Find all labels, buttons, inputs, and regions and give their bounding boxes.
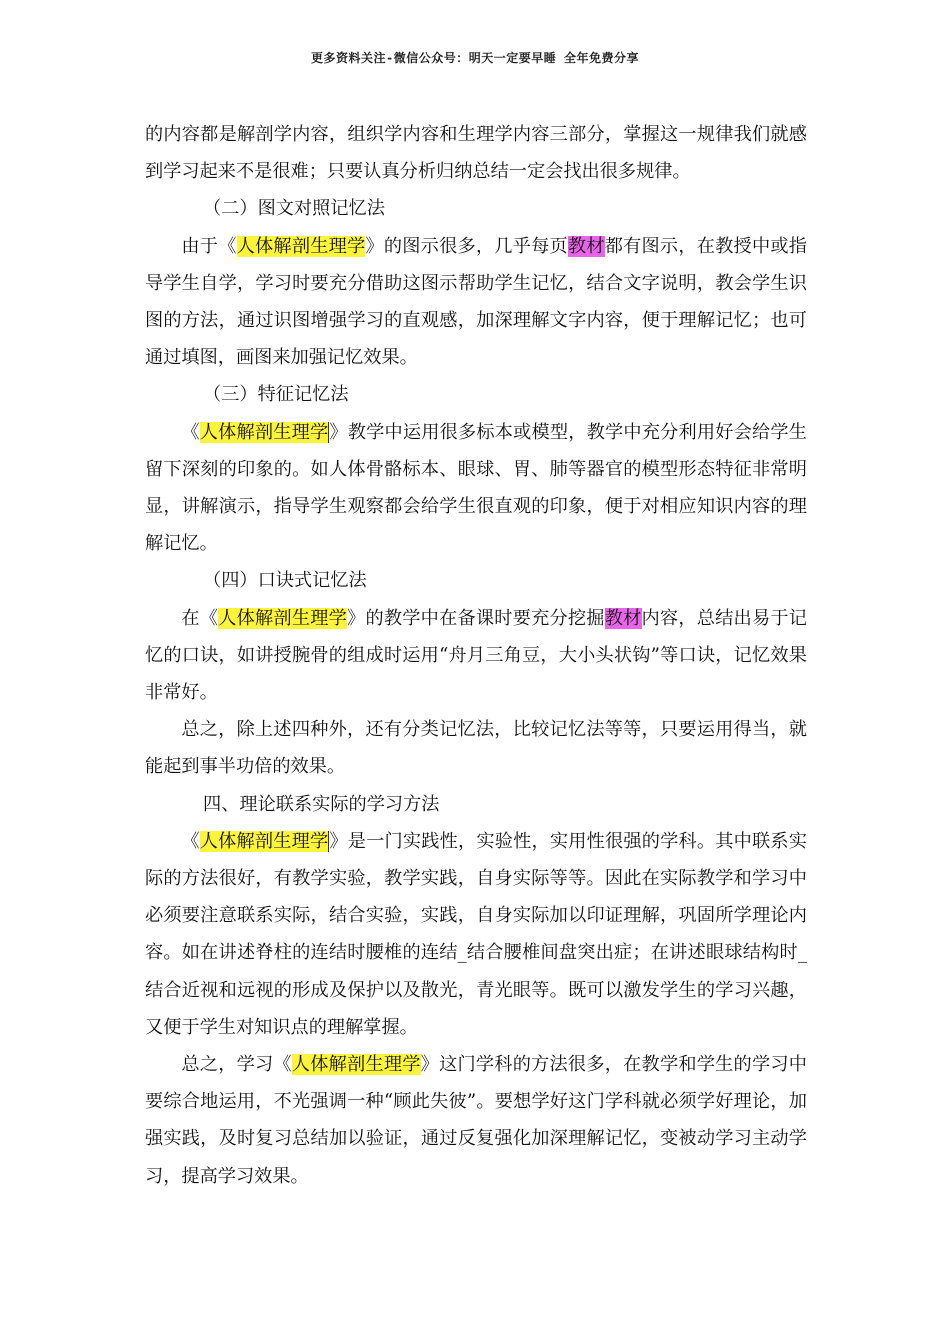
textbook-highlight: 教材 bbox=[567, 235, 605, 257]
paragraph-3: 《人体解剖生理学》教学中运用很多标本或模型，教学中充分利用好会给学生留下深刻的印象的。如人体骨骼标本、眼球、胃、肺等器官的模型形态特征非常明显，讲解演示，指导学生观察都会给学生很直观的印象，便于对相应知识内容的理解记忆。 bbox=[145, 421, 807, 555]
book-title-highlight: 人体解剖生理学 bbox=[236, 235, 366, 257]
paragraph-4: 在《人体解剖生理学》的教学中在备课时要充分挖掘教材内容，总结出易于记忆的口诀，如讲授腕骨的组成时运用“舟月三角豆，大小头状钩”等口诀，记忆效果非常好。 bbox=[145, 607, 807, 704]
book-title-highlight: 人体解剖生理学 bbox=[199, 830, 329, 852]
document-body bbox=[145, 116, 807, 1195]
book-title-highlight: 人体解剖生理学 bbox=[199, 421, 329, 443]
section-heading-4: （四）口诀式记忆法 bbox=[203, 570, 367, 592]
paragraph-5: 总之，除上述四种外，还有分类记忆法，比较记忆法等等，只要运用得当，就能起到事半功倍的效果。 bbox=[145, 719, 807, 778]
page-header: 更多资料关注-微信公众号：明天一定要早睡 全年免费分享 bbox=[311, 51, 639, 65]
paragraph-6: 《人体解剖生理学》是一门实践性，实验性，实用性很强的学科。其中联系实际的方法很好，有教学实验，教学实践，自身实际等等。因此在实际教学和学习中必须要注意联系实际，结合实验，实践，自身实际加以印证理解，巩固所学理论内容。如在讲述脊柱的连结时腰椎的连结_结合腰椎间盘突出症；在讲述眼球结构时_结合近视和远视的形成及保护以及散光，青光眼等。既可以激发学生的学习兴趣，又便于学生对知识点的理解掌握。 bbox=[145, 830, 807, 1038]
paragraph-2: 由于《人体解剖生理学》的图示很多，几乎每页教材都有图示，在教授中或指导学生自学，学习时要充分借助这图示帮助学生记忆，结合文字说明，教会学生识图的方法，通过识图增强学习的直观感，加深理解文字内容，便于理解记忆；也可通过填图，画图来加强记忆效果。 bbox=[145, 235, 807, 369]
paragraph-7: 总之，学习《人体解剖生理学》这门学科的方法很多，在教学和学生的学习中要综合地运用，不光强调一种“顾此失彼”。要想学好这门学科就必须学好理论，加强实践，及时复习总结加以验证，通过反复强化加深理解记忆，变被动学习主动学习，提高学习效果。 bbox=[145, 1054, 807, 1187]
section-heading-2: （二）图文对照记忆法 bbox=[203, 198, 385, 220]
book-title-highlight: 人体解剖生理学 bbox=[291, 1054, 421, 1076]
section-heading-3: （三）特征记忆法 bbox=[203, 384, 349, 406]
section-heading-5: 四、理论联系实际的学习方法 bbox=[203, 793, 440, 815]
textbook-highlight: 教材 bbox=[604, 607, 642, 629]
book-title-highlight: 人体解剖生理学 bbox=[218, 607, 348, 629]
paragraph-1: 的内容都是解剖学内容，组织学内容和生理学内容三部分，掌握这一规律我们就感到学习起来不是很难；只要认真分析归纳总结一定会找出很多规律。 bbox=[145, 124, 807, 183]
